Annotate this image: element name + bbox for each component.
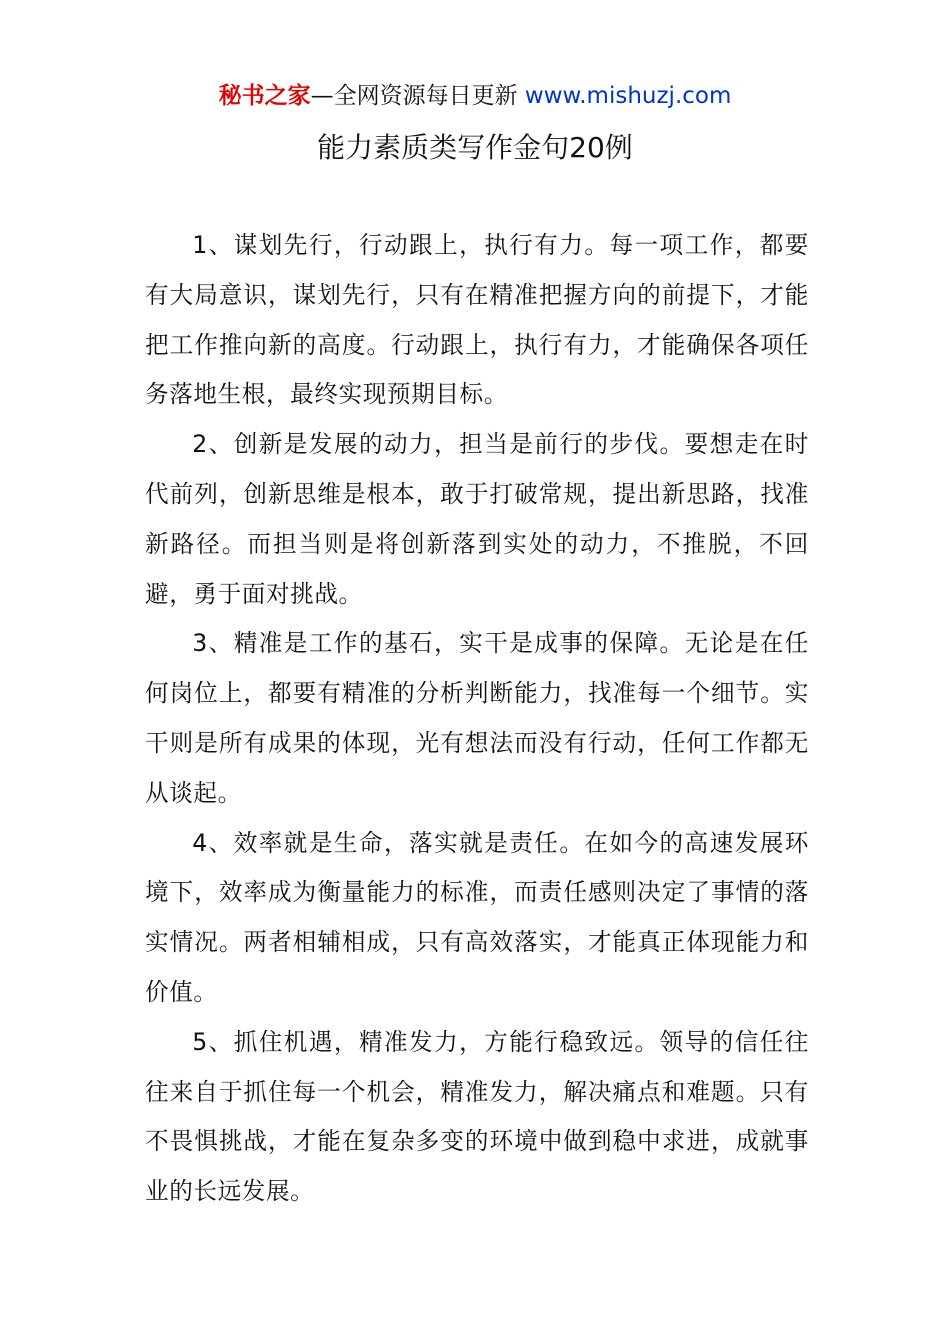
site-header bbox=[0, 80, 950, 112]
site-url-link[interactable]: www.mishuzj.com bbox=[524, 83, 732, 109]
paragraph-5: 5、抓住机遇，精准发力，方能行稳致远。领导的信任往往来自于抓住每一个机会，精准发力，解决痛点和难题。只有不畏惧挑战，才能在复杂多变的环境中做到稳中求进，成就事业的长远发展。 bbox=[145, 1027, 809, 1206]
paragraph-4: 4、效率就是生命，落实就是责任。在如今的高速发展环境下，效率成为衡量能力的标准，而责任感则决定了事情的落实情况。两者相辅相成，只有高效落实，才能真正体现能力和价值。 bbox=[145, 828, 809, 1006]
paragraph-1: 1、谋划先行，行动跟上，执行有力。每一项工作，都要有大局意识，谋划先行，只有在精准把握方向的前提下，才能把工作推向新的高度。行动跟上，执行有力，才能确保各项任务落地生根，最终实现预期目标。 bbox=[145, 231, 809, 409]
document-title: 能力素质类写作金句20例 bbox=[317, 131, 633, 164]
site-brand: 秘书之家 bbox=[218, 83, 311, 109]
paragraph-3: 3、精准是工作的基石，实干是成事的保障。无论是在任何岗位上，都要有精准的分析判断能力，找准每一个细节。实干则是所有成果的体现，光有想法而没有行动，任何工作都无从谈起。 bbox=[145, 629, 809, 807]
site-tagline: —全网资源每日更新 bbox=[310, 83, 518, 109]
document-body bbox=[145, 221, 809, 1217]
paragraph-2: 2、创新是发展的动力，担当是前行的步伐。要想走在时代前列，创新思维是根本，敢于打破常规，提出新思路，找准新路径。而担当则是将创新落到实处的动力，不推脱，不回避，勇于面对挑战。 bbox=[145, 430, 809, 608]
